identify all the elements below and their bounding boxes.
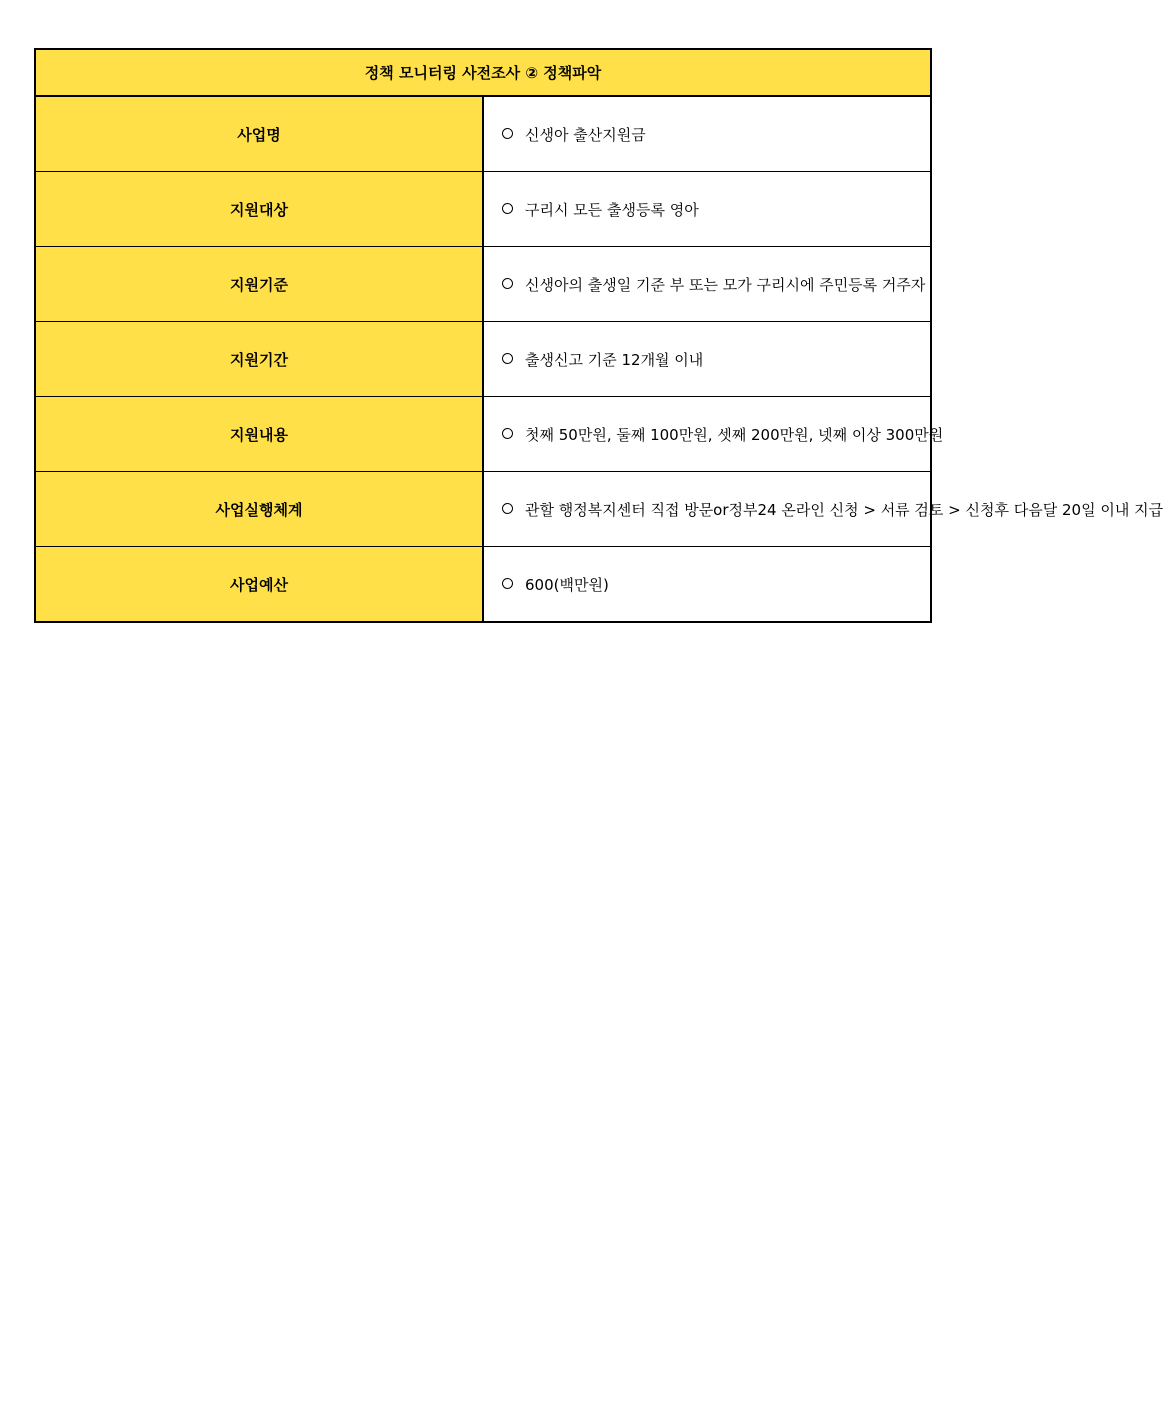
row-label-budget: 사업예산 [35,547,483,623]
row-value-execution-system [483,472,1163,547]
value-text: 구리시 모든 출생등록 영아 [525,200,699,219]
row-label-support-period: 지원기간 [35,322,483,397]
bullet-icon [502,278,513,289]
row-label-support-target: 지원대상 [35,172,483,247]
row-label-support-content: 지원내용 [35,397,483,472]
bullet-icon [502,203,513,214]
table-row [35,96,931,172]
row-value-support-content [483,397,944,472]
value-text: 출생신고 기준 12개월 이내 [525,350,704,369]
table-row [35,247,931,322]
table-row [35,322,931,397]
bullet-icon [502,578,513,589]
value-text: 신생아의 출생일 기준 부 또는 모가 구리시에 주민등록 거주자 [525,275,926,294]
bullet-icon [502,128,513,139]
table-row [35,472,931,547]
row-label-business-name: 사업명 [35,96,483,172]
row-label-execution-system: 사업실행체계 [35,472,483,547]
value-text: 신생아 출산지원금 [525,125,646,144]
table-title: 정책 모니터링 사전조사 ② 정책파악 [35,49,931,96]
table-row [35,547,931,623]
row-label-support-criteria: 지원기준 [35,247,483,322]
table-row [35,172,931,247]
value-text: 관할 행정복지센터 직접 방문or정부24 온라인 신청 > 서류 검토 > 신청후 다음달 20일 이내 지급 [525,500,1163,519]
bullet-icon [502,353,513,364]
row-value-support-period [483,322,931,397]
policy-table [34,48,1163,623]
bullet-icon [502,428,513,439]
row-value-support-criteria [483,247,931,322]
value-text: 600(백만원) [525,575,609,594]
row-value-budget [483,547,931,623]
row-value-support-target [483,172,931,247]
table-row [35,397,931,472]
row-value-business-name [483,96,931,172]
table-title-row [35,49,931,96]
value-text: 첫째 50만원, 둘째 100만원, 셋째 200만원, 넷째 이상 300만원 [525,425,944,444]
bullet-icon [502,503,513,514]
